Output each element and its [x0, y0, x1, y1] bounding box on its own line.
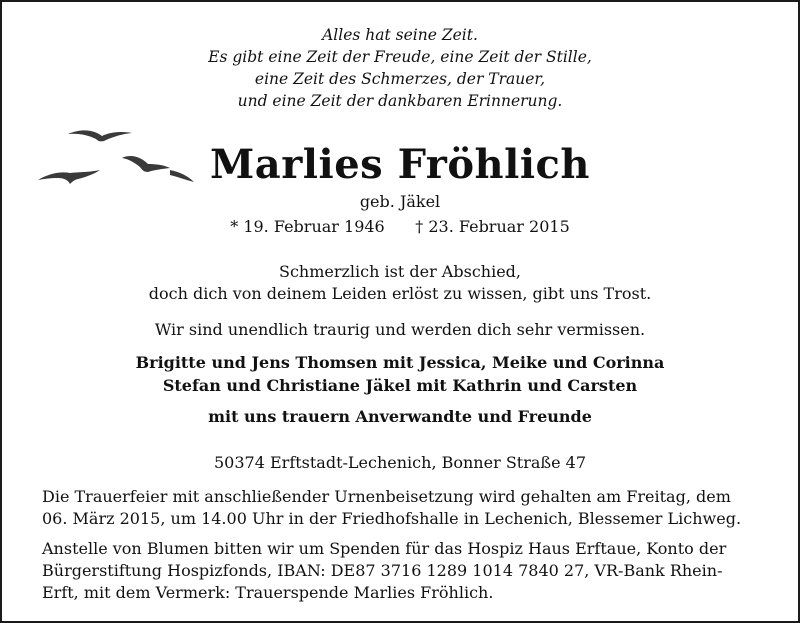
family-names — [2, 351, 798, 397]
missing-text: Wir sind unendlich traurig und werden dich sehr vermissen. — [154, 320, 646, 339]
poem-line: Es gibt eine Zeit der Freude, eine Zeit der Stille, — [208, 48, 592, 66]
poem — [2, 24, 798, 112]
ceremony-line: Die Trauerfeier mit anschließender Urnenbeisetzung wird gehalten am Freitag, dem — [42, 487, 731, 506]
family-line: Brigitte und Jens Thomsen mit Jessica, Meike und Corinna — [135, 353, 665, 372]
family-address: 50374 Erftstadt-Lechenich, Bonner Straße 47 — [214, 453, 586, 472]
poem-line: Alles hat seine Zeit. — [322, 26, 478, 44]
family-line: Stefan und Christiane Jäkel mit Kathrin und Carsten — [162, 376, 638, 395]
donation-line: Anstelle von Blumen bitten wir um Spenden für das Hospiz Haus Erftaue, Konto der — [42, 539, 727, 558]
donation-line: Bürgerstiftung Hospizfonds, IBAN: DE87 3716 1289 1014 7840 27, VR-Bank Rhein- — [42, 561, 723, 580]
poem-line: eine Zeit des Schmerzes, der Trauer, — [254, 70, 546, 88]
maiden-name: geb. Jäkel — [359, 192, 441, 211]
poem-line: und eine Zeit der dankbaren Erinnerung. — [237, 92, 563, 110]
ceremony-line: 06. März 2015, um 14.00 Uhr in der Friedhofshalle in Lechenich, Blessemer Lichweg. — [42, 509, 742, 528]
deceased-name: Marlies Fröhlich — [210, 141, 590, 188]
farewell-text — [2, 261, 798, 305]
ceremony-info — [42, 486, 766, 530]
life-dates: * 19. Februar 1946 † 23. Februar 2015 — [230, 217, 570, 236]
farewell-line: doch dich von deinem Leiden erlöst zu wissen, gibt uns Trost. — [148, 284, 652, 303]
mourners-text: mit uns trauern Anverwandte und Freunde — [208, 407, 592, 426]
donation-line: Erft, mit dem Vermerk: Trauerspende Marlies Fröhlich. — [42, 583, 494, 602]
donation-info — [42, 538, 766, 604]
farewell-line: Schmerzlich ist der Abschied, — [278, 262, 521, 281]
